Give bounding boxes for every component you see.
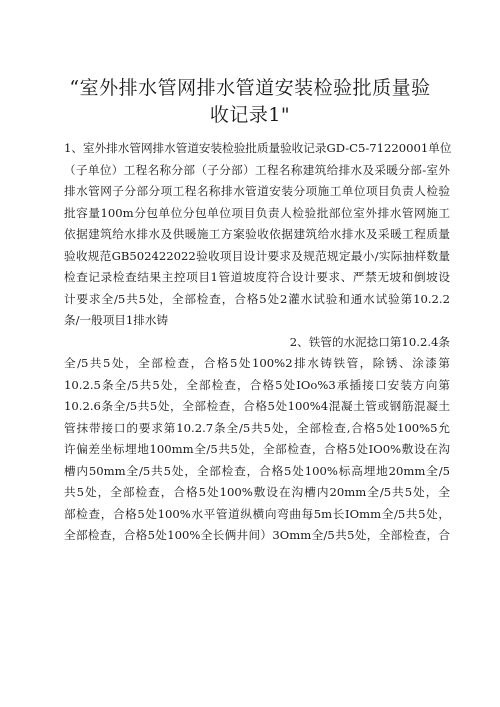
body-line: 全部检查，合格5处100%全长俩井间）3Omm全/5共5处，全部检查，合	[64, 528, 450, 542]
document-title-line-1: “室外排水管网排水管道安装检验批质量验	[69, 77, 431, 99]
body-line: 验收规范GB502422022验收项目设计要求及规范规定最小/实际抽样数量	[64, 248, 450, 263]
body-line: 条/一般项目1排水铸	[64, 313, 169, 327]
body-line: 许偏差坐标埋地100mm全/5共5处，全部检查，合格5处IO0%敷设在沟	[64, 442, 450, 456]
body-line: 管抹带接口的要求第10.2.7条全/5共5处，全部检查,合格5处100%5允	[64, 420, 450, 435]
body-line: 1、室外排水管网排水管道安装检验批质量验收记录GD-C5-71220001单位	[64, 141, 452, 155]
body-line: 槽内50mm全/5共5处，全部检查，合格5处100%标高埋地20mm全/5	[64, 463, 450, 478]
body-line: 依据建筑给水排水及供暖施工方案验收依据建筑给水排水及采暖工程质量	[64, 227, 450, 241]
body-line: 检查记录检查结果主控项目1管道坡度符合设计要求、严禁无坡和倒坡设	[64, 270, 450, 284]
body-line: 10.2.5条全/5共5处，全部检查，合格5处IOo%3承插接口安装方向第	[64, 377, 450, 392]
body-line: 共5处，全部检查，合格5处100%敷设在沟槽内20mm全/5共5处，全	[64, 485, 450, 499]
body-line: 排水管网子分部分项工程名称排水管道安装分项施工单位项目负责人检验	[64, 184, 450, 198]
body-line: 10.2.6条全/5共5处，全部检查，合格5处100%4混凝土管或钢筋混凝土	[64, 399, 450, 413]
section-heading: 2、铁管的水泥捻口第10.2.4条	[289, 334, 450, 349]
body-line: 全/5共5处，全部检查，合格5处100%2排水铸铁管，除锈、涂漆第	[64, 356, 450, 370]
document-body	[64, 138, 450, 547]
body-line: 计要求全/5共5处，全部检查，合格5处2灌水试验和通水试验第10.2.2	[64, 291, 450, 306]
body-line: （子单位）工程名称分部（子分部）工程名称建筑给排水及采暖分部-室外	[64, 162, 450, 177]
document-title-line-2: 收记录1"	[209, 104, 291, 126]
body-line: 部检查，合格5处100%水平管道纵横向弯曲每5m长IOmm全/5共5处，	[64, 506, 450, 521]
body-line: 批容量100m分包单位分包单位项目负责人检验批部位室外排水管网施工	[64, 205, 450, 220]
